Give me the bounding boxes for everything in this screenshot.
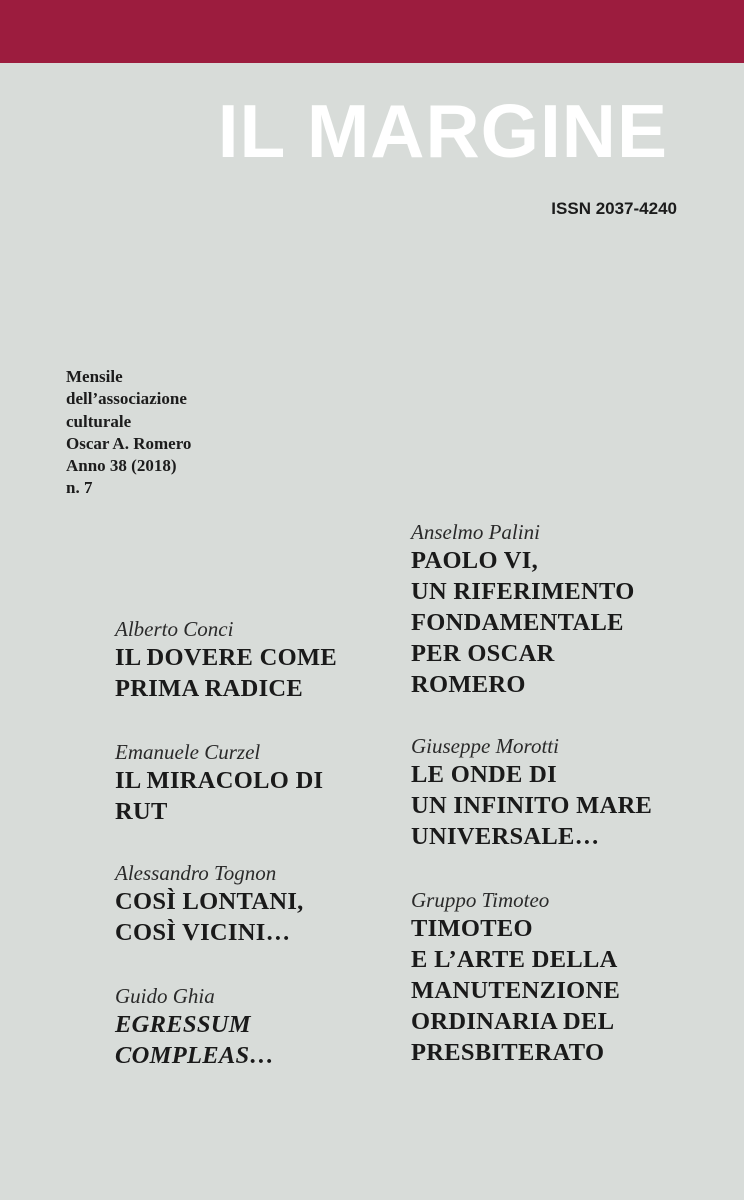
article-title-line: PAOLO VI, [411, 547, 539, 574]
article-title-line: RUT [115, 798, 168, 825]
article-title-line: LE ONDE DI [411, 761, 557, 788]
article-title-line: PER OSCAR [411, 640, 555, 667]
info-line: Mensile [66, 367, 123, 386]
article-title-line: E L’ARTE DELLA [411, 946, 618, 973]
article-title-line: MANUTENZIONE [411, 977, 621, 1004]
article-entry [115, 983, 274, 1071]
article-entry [115, 739, 323, 827]
info-line: culturale [66, 411, 132, 431]
article-title-line: FONDAMENTALE [411, 609, 624, 636]
article-entry [115, 616, 337, 704]
article-author: Alberto Conci [115, 617, 234, 641]
article-author: Alessandro Tognon [115, 861, 277, 885]
article-title-line: UN RIFERIMENTO [411, 578, 635, 605]
article-title-line: TIMOTEO [411, 915, 533, 942]
article-title-line: IL MIRACOLO DI [115, 767, 324, 794]
issn-label: ISSN 2037-4240 [551, 199, 677, 218]
article-title-line: UN INFINITO MARE [411, 792, 653, 819]
article-title-line: COMPLEAS… [115, 1042, 275, 1069]
article-title-line: PRESBITERATO [411, 1039, 605, 1066]
top-color-band [0, 0, 744, 63]
article-entry [411, 733, 652, 852]
article-title-line: ORDINARIA DEL [411, 1008, 615, 1035]
article-author: Guido Ghia [115, 984, 215, 1008]
article-entry [411, 887, 620, 1068]
article-title-line: COSÌ LONTANI, [115, 888, 304, 915]
article-title-line: ROMERO [411, 671, 526, 698]
article-author: Giuseppe Morotti [411, 734, 559, 758]
publication-info [66, 366, 191, 500]
article-title-line: EGRESSUM [115, 1011, 251, 1038]
article-author: Emanuele Curzel [115, 740, 261, 764]
info-line: Anno 38 (2018) [66, 456, 177, 476]
article-title-line: COSÌ VICINI… [115, 919, 291, 946]
article-entry [411, 519, 635, 700]
info-line: n. 7 [66, 478, 93, 498]
article-entry [115, 860, 304, 948]
article-author: Gruppo Timoteo [411, 888, 550, 912]
article-title-line: UNIVERSALE… [411, 823, 600, 850]
article-title-line: PRIMA RADICE [115, 675, 304, 702]
article-title-line: IL DOVERE COME [115, 644, 338, 671]
info-line: Oscar A. Romero [66, 433, 192, 453]
magazine-title: IL MARGINE [217, 89, 668, 173]
article-author: Anselmo Palini [411, 520, 540, 544]
info-line: dell’associazione [66, 389, 187, 409]
